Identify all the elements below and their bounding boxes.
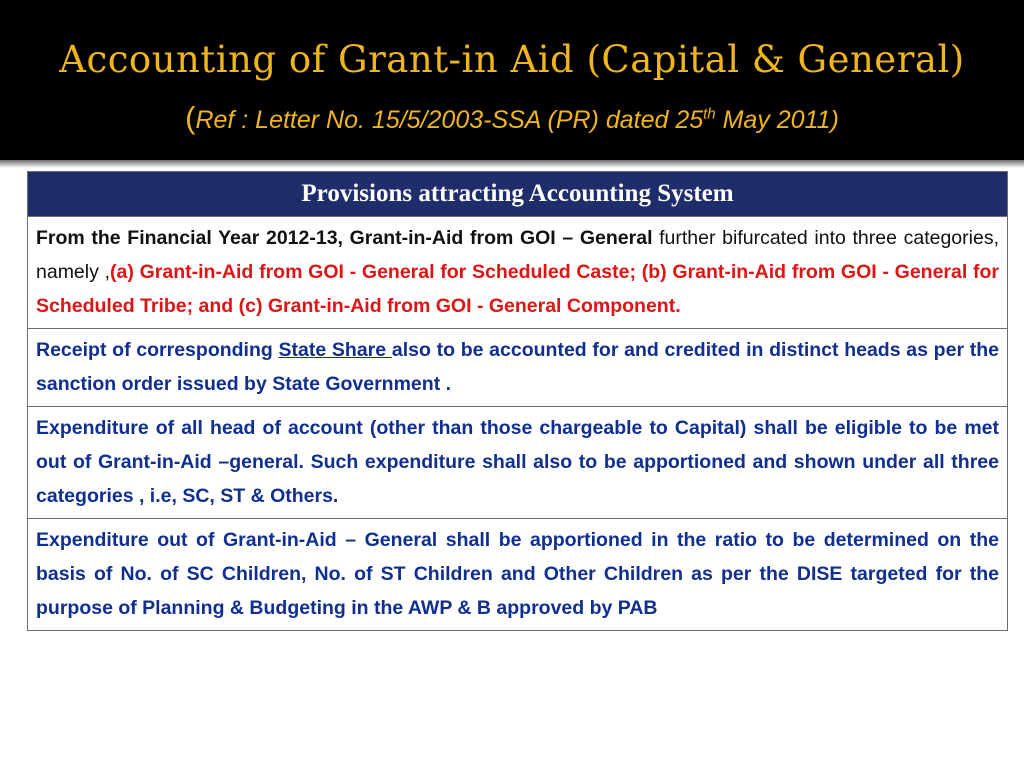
table-row xyxy=(28,217,1008,329)
row-state-share xyxy=(28,329,1008,407)
reference-open-paren: ( xyxy=(185,100,196,135)
reference-end: May 2011) xyxy=(715,106,839,134)
row1-intro-bold: From the Financial Year 2012-13, Grant-in-Aid from GOI – General xyxy=(36,227,653,249)
table-header-row xyxy=(28,172,1008,217)
provisions-table xyxy=(27,171,1008,631)
row1-category-a: (a) Grant-in-Aid from GOI - General for Scheduled Caste; xyxy=(110,261,636,283)
reference-superscript: th xyxy=(703,105,716,123)
row1-intro-plain: further bifurcated into three categories, namely , xyxy=(36,227,999,283)
row2-before: Receipt of corresponding xyxy=(36,339,279,361)
row-expenditure-heads xyxy=(28,407,1008,519)
table-header: Provisions attracting Accounting System xyxy=(28,172,1008,217)
reference-text: Ref : Letter No. 15/5/2003-SSA (PR) dated 25 xyxy=(195,106,704,134)
row-grant-categories xyxy=(28,217,1008,329)
row3-text: Expenditure of all head of account (other than those chargeable to Capital) shall be eligible to be met out of Grant-in-Aid –general. Such expenditure shall also to be apportioned and shown under all three categories , i.e, SC, ST & Others. xyxy=(36,417,999,507)
reference-line xyxy=(0,100,1024,136)
row2-after: also to be accounted for and credited in distinct heads as per the sanction order issued by State Government . xyxy=(36,339,999,395)
row2-state-share: State Share xyxy=(278,339,392,361)
title-shadow xyxy=(0,160,1024,168)
table-row xyxy=(28,329,1008,407)
row-apportionment xyxy=(28,519,1008,631)
table-row xyxy=(28,407,1008,519)
title-band xyxy=(0,0,1024,160)
table-row xyxy=(28,519,1008,631)
slide-title: Accounting of Grant-in Aid (Capital & General) xyxy=(59,38,965,81)
row4-text: Expenditure out of Grant-in-Aid – General shall be apportioned in the ratio to be determined on the basis of No. of SC Children, No. of ST Children and Other Children as per the DISE targeted for the purpose of Planning & Budgeting in the AWP & B approved by PAB xyxy=(36,529,999,619)
row1-category-b-c: (b) Grant-in-Aid from GOI - General for Scheduled Tribe; and (c) Grant-in-Aid from GOI - General Component. xyxy=(36,261,1000,317)
